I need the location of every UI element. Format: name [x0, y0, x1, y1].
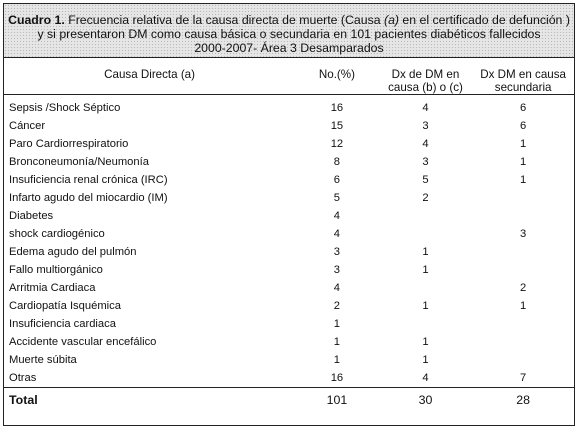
cause-cell: shock cardiogénico: [9, 228, 105, 240]
dm-basic-cell: 1: [422, 264, 429, 276]
caption-line-2: y si presentaron DM como causa básica o secundaria en 101 pacientes diabéticos fallecidos: [37, 27, 541, 41]
dm-secondary-cell: 1: [520, 138, 527, 150]
cause-cell: Cardiopatía Isquémica: [9, 300, 121, 312]
dm-basic-cell: [379, 207, 473, 225]
cause-cell: Sepsis /Shock Séptico: [9, 102, 121, 114]
header-count: No.(%): [295, 58, 379, 95]
cause-cell: Edema agudo del pulmón: [9, 246, 137, 258]
dm-basic-cell: [379, 279, 473, 297]
dm-basic-cell: 3: [422, 120, 429, 132]
dm-basic-cell: 4: [422, 372, 429, 384]
dm-secondary-cell: [472, 333, 574, 351]
cause-cell: Cáncer: [9, 120, 46, 132]
dm-secondary-cell: 2: [520, 282, 527, 294]
caption-emphasis: (a): [383, 13, 400, 27]
table-row: [4, 135, 574, 153]
table-row: [4, 315, 574, 333]
count-cell: 4: [333, 210, 341, 222]
caption-text-b: en el certificado de defunción ): [399, 13, 570, 27]
table-row: [4, 153, 574, 171]
dm-basic-cell: 1: [422, 300, 429, 312]
total-count: 101: [295, 388, 379, 413]
table-row: [4, 297, 574, 315]
total-dm-basic: 30: [379, 388, 473, 413]
dm-basic-cell: 2: [422, 192, 429, 204]
total-label: Total: [4, 388, 295, 413]
dm-secondary-cell: [472, 189, 574, 207]
dm-secondary-cell: 3: [520, 228, 527, 240]
table-row: [4, 351, 574, 369]
count-cell: 12: [330, 138, 344, 150]
dm-secondary-cell: [472, 243, 574, 261]
cause-cell: Insuficiencia renal crónica (IRC): [9, 174, 168, 186]
table-frame: [3, 3, 575, 426]
dm-basic-cell: 1: [422, 336, 429, 348]
table-caption: [4, 4, 574, 58]
dm-basic-cell: [379, 225, 473, 243]
count-cell: 4: [333, 282, 341, 294]
count-cell: 3: [333, 246, 341, 258]
dm-secondary-cell: 1: [520, 174, 527, 186]
dm-secondary-cell: 1: [520, 156, 527, 168]
dm-secondary-cell: [472, 207, 574, 225]
table-row: [4, 189, 574, 207]
cause-cell: Arritmia Cardiaca: [9, 282, 96, 294]
caption-line-1: [4, 13, 574, 27]
count-cell: 16: [330, 102, 344, 114]
table-row: [4, 171, 574, 189]
dm-secondary-cell: [472, 261, 574, 279]
caption-text-a: Frecuencia relativa de la causa directa de muerte (Causa: [64, 13, 384, 27]
cause-cell: Fallo multiorgánico: [9, 264, 103, 276]
total-row: [4, 388, 574, 413]
dm-basic-cell: 3: [422, 156, 429, 168]
dm-secondary-cell: 7: [520, 372, 527, 384]
dm-secondary-cell: 6: [520, 120, 527, 132]
cause-cell: Muerte súbita: [9, 354, 77, 366]
table-row: [4, 261, 574, 279]
count-cell: 2: [333, 300, 341, 312]
table-row: [4, 207, 574, 225]
table-row: [4, 99, 574, 117]
header-dm-basic: Dx de DM en causa (b) o (c): [379, 58, 473, 95]
count-cell: 6: [333, 174, 341, 186]
header-cause: Causa Directa (a): [4, 58, 295, 95]
dm-basic-cell: 1: [422, 246, 429, 258]
cause-cell: Paro Cardiorrespiratorio: [9, 138, 129, 150]
table-row: [4, 117, 574, 135]
dm-secondary-cell: 1: [520, 300, 527, 312]
table-row: [4, 369, 574, 388]
count-cell: 16: [330, 372, 344, 384]
dm-basic-cell: 4: [422, 138, 429, 150]
cause-cell: Insuficiencia cardiaca: [9, 318, 116, 330]
caption-label: Cuadro 1.: [8, 13, 65, 27]
cause-cell: Otras: [9, 372, 37, 384]
dm-basic-cell: 5: [422, 174, 429, 186]
table-row: [4, 279, 574, 297]
dm-secondary-cell: 6: [520, 102, 527, 114]
count-cell: 15: [330, 120, 344, 132]
mortality-table: [4, 58, 574, 412]
table-body: [4, 95, 574, 388]
total-dm-secondary: 28: [472, 388, 574, 413]
dm-basic-cell: 4: [422, 102, 429, 114]
cause-cell: Diabetes: [9, 210, 54, 222]
dm-secondary-cell: [472, 315, 574, 333]
dm-basic-cell: [379, 315, 473, 333]
cause-cell: Bronconeumonía/Neumonía: [9, 156, 149, 168]
count-cell: 1: [333, 336, 341, 348]
count-cell: 1: [333, 354, 341, 366]
count-cell: 1: [333, 318, 341, 330]
count-cell: 8: [333, 156, 341, 168]
count-cell: 4: [333, 228, 341, 240]
caption-line-3: 2000-2007- Área 3 Desamparados: [194, 41, 384, 55]
cause-cell: Infarto agudo del miocardio (IM): [9, 192, 168, 204]
table-row: [4, 225, 574, 243]
header-row: [4, 58, 574, 95]
dm-secondary-cell: [472, 351, 574, 369]
dm-basic-cell: 1: [422, 354, 429, 366]
header-dm-secondary: Dx DM en causa secundaria: [472, 58, 574, 95]
table-row: [4, 333, 574, 351]
cause-cell: Accidente vascular encefálico: [9, 336, 157, 348]
count-cell: 3: [333, 264, 341, 276]
count-cell: 5: [333, 192, 341, 204]
table-row: [4, 243, 574, 261]
